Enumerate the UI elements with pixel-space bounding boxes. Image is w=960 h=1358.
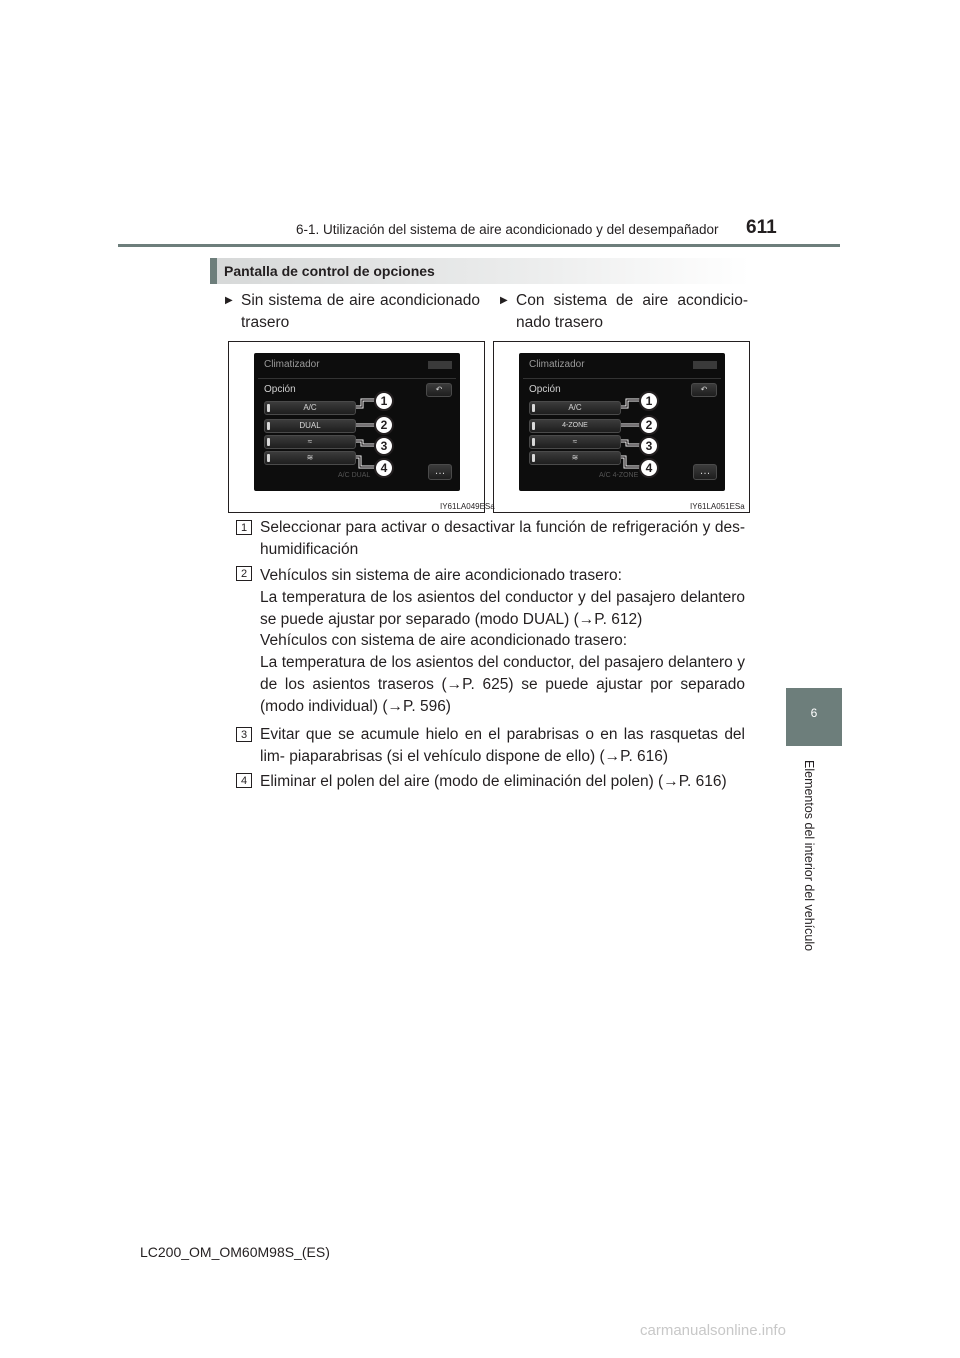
callout-1: 1 [639,391,659,411]
triangle-bullet-icon: ▶ [500,295,508,306]
screen-dim-title: Climatizador [529,359,585,370]
item-3-text: Evitar que se acumule hielo en el parabrisas o en las rasquetas del lim- piaparabrisas (si el vehículo dispone de ello) (→P. 616) [260,726,745,765]
item-number-4: 4 [236,773,252,788]
triangle-bullet-icon: ▶ [225,295,233,306]
screen-title: Opción [264,384,296,395]
back-arrow-icon: ↶ [435,385,443,394]
figure-code: IY61LA051ESa [690,502,745,511]
chapter-side-title: Elementos del interior del vehículo [802,760,816,952]
callout-3: 3 [374,436,394,456]
callout-leaders-right [493,341,750,491]
pollen-icon: ≋ [306,453,314,462]
screen-status: A/C DUAL [338,472,371,479]
figure-code: IY61LA049ESa [440,502,495,511]
callout-2: 2 [639,415,659,435]
back-arrow-icon: ↶ [700,385,708,394]
more-dots-icon: … [699,465,711,477]
item-1-text: Seleccionar para activar o desactivar la función de refrigeración y des- humidificación [260,519,745,558]
button-label: 4-ZONE [562,422,588,429]
chapter-title: 6-1. Utilización del sistema de aire acondicionado y del desempañador [296,222,719,237]
column-heading-right [500,290,748,334]
callout-4: 4 [374,458,394,478]
column-heading-left [225,290,480,334]
button-label: A/C [568,403,582,412]
callout-3: 3 [639,436,659,456]
column-heading-text: Sin sistema de aire acondicionado trasero [241,292,480,331]
item-2-text-b: La temperatura de los asientos del conductor y del pasajero delantero se puede ajustar por separado (modo DUAL) (→P. 612) [260,589,745,628]
item-2-text-d: La temperatura de los asientos del conductor, del pasajero delantero y de los asientos traseros (→P. 625) se puede ajustar por separado (modo individual) (→P. 596) [260,654,745,715]
page-number: 611 [746,217,777,238]
item-number-2: 2 [236,566,252,581]
column-heading-text: Con sistema de aire acondicio- nado trasero [516,292,748,331]
header-rule [118,244,840,247]
callout-1: 1 [374,391,394,411]
item-2-text-a: Vehículos sin sistema de aire acondicionado trasero: [260,567,622,584]
more-dots-icon: … [434,465,446,477]
section-bar-accent [210,258,217,284]
screen-dim-title: Climatizador [264,359,320,370]
item-number-1: 1 [236,520,252,535]
button-label: A/C [303,403,317,412]
screen-title: Opción [529,384,561,395]
callout-4: 4 [639,458,659,478]
pollen-icon: ≋ [571,453,579,462]
item-2-text-c: Vehículos con sistema de aire acondicionado trasero: [260,632,628,649]
chapter-tab-number: 6 [810,706,818,720]
defroster-icon: ≈ [572,437,578,446]
watermark: carmanualsonline.info [640,1322,786,1339]
callout-leaders-left [228,341,485,491]
callout-2: 2 [374,415,394,435]
item-4-text: Eliminar el polen del aire (modo de eliminación del polen) (→P. 616) [260,773,727,790]
button-label: DUAL [299,421,321,430]
item-number-3: 3 [236,727,252,742]
footer-model-code: LC200_OM_OM60M98S_(ES) [140,1244,330,1260]
section-title: Pantalla de control de opciones [224,263,435,279]
defroster-icon: ≈ [307,437,313,446]
screen-status: A/C 4-ZONE [599,472,639,479]
